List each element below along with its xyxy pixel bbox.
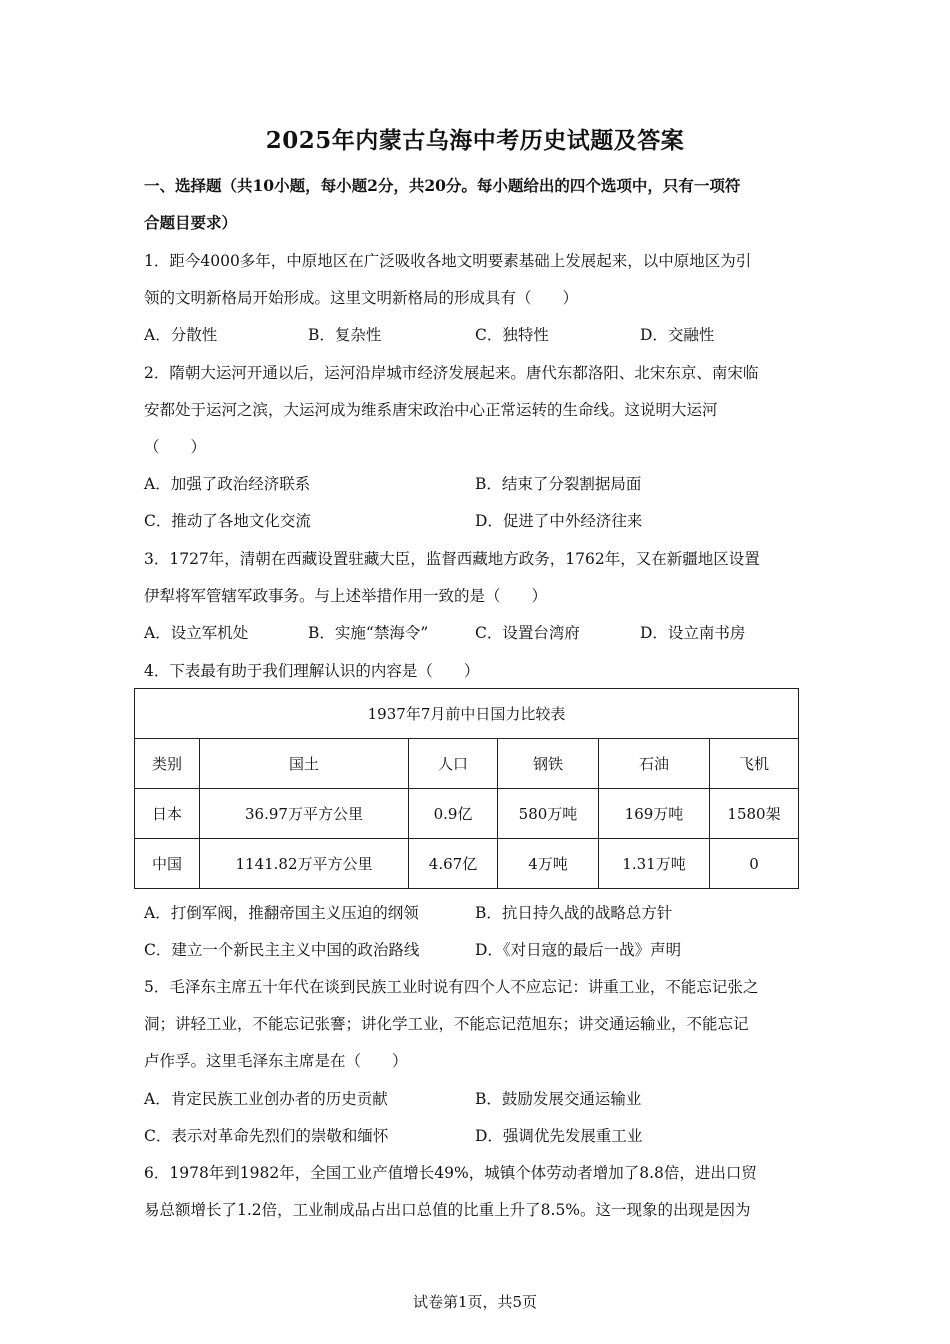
q3-text-line-1: 3．1727年，清朝在西藏设置驻藏大臣，监督西藏地方政务，1762年，又在新疆地区设置 [144,550,760,568]
q1-option-c: C．独特性 [475,326,549,344]
table-header-cell: 类别 [135,739,200,789]
table-cell: 0.9亿 [409,789,498,839]
table-caption: 1937年7月前中日国力比较表 [135,689,799,739]
table-cell: 1.31万吨 [599,839,710,889]
q2-text-line-3: （ ） [144,438,207,456]
table-header-cell: 石油 [599,739,710,789]
table-caption-row [135,689,799,739]
q2-text-line-1: 2．隋朝大运河开通以后，运河沿岸城市经济发展起来。唐代东都洛阳、北宋东京、南宋临 [144,364,759,382]
table-cell: 1580架 [710,789,799,839]
section-heading-line-2: 合题目要求） [144,213,238,232]
table-header-cell: 国土 [200,739,409,789]
q6-text-line-1: 6．1978年到1982年，全国工业产值增长49%，城镇个体劳动者增加了8.8倍，进出口贸 [144,1164,757,1182]
table-cell: 日本 [135,789,200,839]
q2-option-d: D．促进了中外经济往来 [475,512,643,530]
q6-text-line-2: 易总额增长了1.2倍，工业制成品占出口总值的比重上升了8.5%。这一现象的出现是因为 [144,1201,751,1219]
q5-option-d: D．强调优先发展重工业 [475,1127,643,1145]
table-row [135,839,799,889]
table-row [135,789,799,839]
q1-option-d: D．交融性 [640,326,715,344]
table-cell: 4万吨 [498,839,599,889]
q5-text-line-1: 5．毛泽东主席五十年代在谈到民族工业时说有四个人不应忘记：讲重工业，不能忘记张之 [144,978,759,996]
table-header-cell: 钢铁 [498,739,599,789]
q4-option-a: A．打倒军阀，推翻帝国主义压迫的纲领 [144,904,419,922]
q2-option-b: B．结束了分裂割据局面 [475,475,642,493]
q2-text-line-2: 安都处于运河之滨，大运河成为维系唐宋政治中心正常运转的生命线。这说明大运河 [144,401,718,419]
q5-text-line-3: 卢作孚。这里毛泽东主席是在（ ） [144,1052,408,1070]
table-header-cell: 飞机 [710,739,799,789]
page-footer: 试卷第1页，共5页 [412,1293,538,1311]
q3-text-line-2: 伊犁将军管辖军政事务。与上述举措作用一致的是（ ） [144,587,548,605]
q5-option-b: B．鼓励发展交通运输业 [475,1090,642,1108]
section-heading-line-1: 一、选择题（共10小题，每小题2分，共20分。每小题给出的四个选项中，只有一项符 [144,176,741,195]
q3-option-a: A．设立军机处 [144,624,249,642]
q3-option-d: D．设立南书房 [640,624,746,642]
q5-option-a: A．肯定民族工业创办者的历史贡献 [144,1090,388,1108]
q4-option-b: B．抗日持久战的战略总方针 [475,904,673,922]
table-cell: 580万吨 [498,789,599,839]
table-cell: 169万吨 [599,789,710,839]
q1-option-a: A．分散性 [144,326,218,344]
q2-option-a: A．加强了政治经济联系 [144,475,311,493]
q3-option-c: C．设置台湾府 [475,624,580,642]
page-title: 2025年内蒙古乌海中考历史试题及答案 [265,127,685,154]
q1-text-line-1: 1．距今4000多年，中原地区在广泛吸收各地文明要素基础上发展起来，以中原地区为引 [144,252,752,270]
table-cell: 0 [710,839,799,889]
q1-text-line-2: 领的文明新格局开始形成。这里文明新格局的形成具有（ ） [144,289,579,307]
q5-text-line-2: 洞；讲轻工业，不能忘记张謇；讲化学工业，不能忘记范旭东；讲交通运输业，不能忘记 [144,1015,749,1033]
q4-text-line-1: 4．下表最有助于我们理解认识的内容是（ ） [144,662,480,680]
q4-option-c: C．建立一个新民主主义中国的政治路线 [144,941,420,959]
table-cell: 中国 [135,839,200,889]
table-cell: 1141.82万平方公里 [200,839,409,889]
q5-option-c: C．表示对革命先烈们的崇敬和缅怀 [144,1127,389,1145]
q2-option-c: C．推动了各地文化交流 [144,512,311,530]
q3-option-b: B．实施“禁海令” [308,624,429,642]
table-header-row [135,739,799,789]
q4-option-d: D．《对日寇的最后一战》声明 [475,941,682,959]
comparison-table [134,688,799,889]
table-header-cell: 人口 [409,739,498,789]
table-cell: 4.67亿 [409,839,498,889]
table-cell: 36.97万平方公里 [200,789,409,839]
q1-option-b: B．复杂性 [308,326,382,344]
